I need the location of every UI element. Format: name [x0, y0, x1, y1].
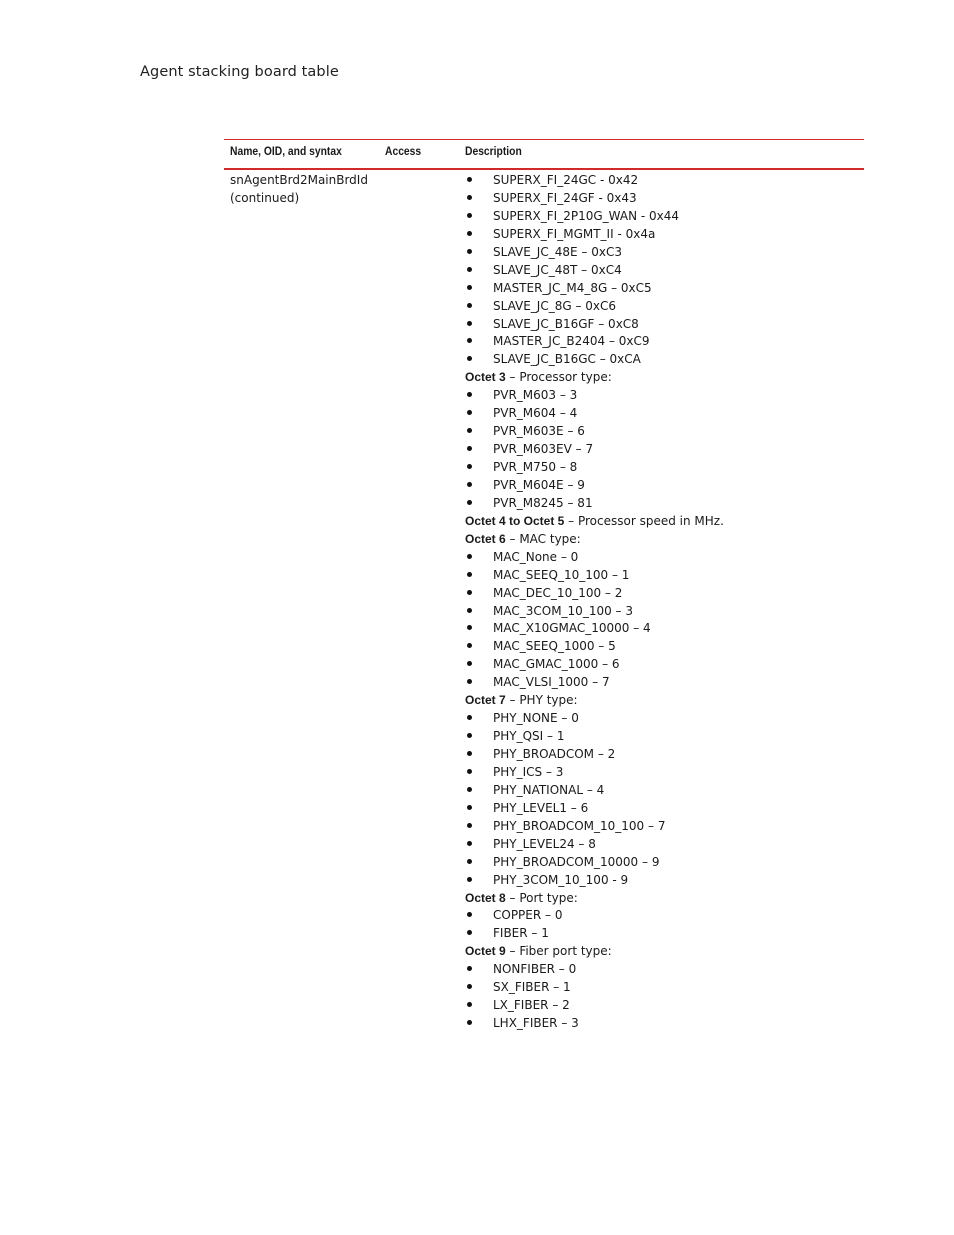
list-item-text: PHY_NONE – 0 [493, 711, 579, 726]
bullet-icon [467, 500, 472, 505]
table-header-rule [224, 168, 864, 170]
bullet-icon [467, 338, 472, 343]
list-item-text: FIBER – 1 [493, 926, 549, 941]
bullet-icon [467, 608, 472, 613]
list-item-text: MAC_SEEQ_10_100 – 1 [493, 567, 630, 582]
list-item [465, 495, 860, 513]
bullet-icon [467, 213, 472, 218]
list-item-text: PVR_M603 – 3 [493, 388, 578, 403]
table-header-row [224, 140, 864, 168]
list-item [465, 961, 860, 979]
octet-description: – Processor type: [505, 370, 612, 385]
list-item-text: SUPERX_FI_2P10G_WAN - 0x44 [493, 208, 680, 223]
list-item [465, 907, 860, 925]
octet-heading [465, 890, 860, 908]
list-item [465, 351, 860, 369]
list-item-text: SLAVE_JC_B16GF – 0xC8 [493, 316, 639, 331]
list-item [465, 818, 860, 836]
list-item [465, 674, 860, 692]
list-item [465, 836, 860, 854]
bullet-icon [467, 787, 472, 792]
list-item-text: SUPERX_FI_MGMT_II - 0x4a [493, 226, 656, 241]
list-item-text: PVR_M750 – 8 [493, 460, 578, 474]
list-item-text: PVR_M603EV – 7 [493, 442, 594, 457]
octet-label: Octet 4 to Octet 5 [465, 513, 565, 528]
list-item [465, 997, 860, 1015]
list-item-text: SLAVE_JC_48T – 0xC4 [493, 262, 622, 277]
octet-label: Octet 3 [465, 370, 506, 385]
octet-heading [465, 692, 860, 710]
row-continued-note: (continued) [230, 190, 300, 205]
list-item-text: PVR_M604 – 4 [493, 406, 578, 421]
list-item-text: MAC_DEC_10_100 – 2 [493, 585, 623, 600]
list-item-text: PHY_NATIONAL – 4 [493, 782, 605, 797]
octet-description: – Port type: [505, 890, 578, 905]
list-item [465, 316, 860, 334]
octet-heading [465, 531, 860, 549]
bullet-icon [467, 356, 472, 361]
octet-label: Octet 8 [465, 890, 506, 905]
list-item [465, 244, 860, 262]
octet-heading [465, 943, 860, 961]
bullet-icon [467, 303, 472, 308]
list-item [465, 1015, 860, 1033]
list-item-text: SX_FIBER – 1 [493, 980, 571, 995]
bullet-icon [467, 877, 472, 882]
bullet-icon [467, 428, 472, 433]
bullet-icon [467, 285, 472, 290]
octet-label: Octet 9 [465, 944, 506, 959]
bullet-icon [467, 966, 472, 971]
list-item [465, 710, 860, 728]
bullet-icon [467, 805, 472, 810]
list-item-text: MAC_SEEQ_1000 – 5 [493, 639, 616, 654]
octet-heading [465, 513, 860, 531]
bullet-icon [467, 984, 472, 989]
list-item-text: PHY_BROADCOM_10_100 – 7 [493, 818, 666, 833]
bullet-icon [467, 841, 472, 846]
header-name-oid-syntax: Name, OID, and syntax [230, 144, 342, 158]
list-item [465, 280, 860, 298]
octet-description: – Processor speed in MHz. [564, 513, 724, 528]
header-access: Access [385, 144, 422, 158]
page-header-title: Agent stacking board table [140, 64, 339, 80]
list-item-text: MAC_3COM_10_100 – 3 [493, 603, 633, 618]
list-item-text: MASTER_JC_M4_8G – 0xC5 [493, 280, 652, 295]
bullet-icon [467, 195, 472, 200]
bullet-icon [467, 392, 472, 397]
bullet-icon [467, 769, 472, 774]
list-item [465, 800, 860, 818]
bullet-icon [467, 823, 472, 828]
list-item [465, 728, 860, 746]
bullet-icon [467, 464, 472, 469]
list-item-text: NONFIBER – 0 [493, 962, 577, 977]
row-description-cell [465, 172, 860, 1033]
bullet-icon [467, 321, 472, 326]
list-item [465, 549, 860, 567]
bullet-icon [467, 912, 472, 917]
list-item [465, 298, 860, 316]
octet-label: Octet 6 [465, 531, 506, 546]
list-item [465, 746, 860, 764]
list-item-text: PHY_QSI – 1 [493, 729, 565, 744]
list-item [465, 208, 860, 226]
list-item-text: LX_FIBER – 2 [493, 998, 570, 1013]
row-name-cell [230, 172, 380, 207]
octet-description: – MAC type: [505, 531, 581, 546]
list-item [465, 226, 860, 244]
bullet-icon [467, 715, 472, 720]
bullet-icon [467, 446, 472, 451]
bullet-icon [467, 267, 472, 272]
list-item-text: MAC_GMAC_1000 – 6 [493, 657, 620, 672]
list-item [465, 925, 860, 943]
list-item [465, 585, 860, 603]
list-item [465, 782, 860, 800]
octet-description: – PHY type: [505, 693, 578, 708]
bullet-icon [467, 590, 472, 595]
list-item-text: PHY_LEVEL1 – 6 [493, 800, 589, 815]
bullet-icon [467, 1020, 472, 1025]
bullet-icon [467, 231, 472, 236]
list-item [465, 567, 860, 585]
list-item [465, 441, 860, 459]
list-item-text: PHY_ICS – 3 [493, 764, 564, 779]
list-item [465, 172, 860, 190]
bullet-icon [467, 1002, 472, 1007]
list-item [465, 620, 860, 638]
bullet-icon [467, 661, 472, 666]
row-object-name: snAgentBrd2MainBrdId [230, 173, 368, 187]
bullet-icon [467, 679, 472, 684]
list-item [465, 459, 860, 477]
list-item-text: LHX_FIBER – 3 [493, 1016, 579, 1031]
list-item [465, 423, 860, 441]
list-item-text: PHY_BROADCOM_10000 – 9 [493, 854, 660, 869]
bullet-icon [467, 177, 472, 182]
bullet-icon [467, 733, 472, 738]
list-item-text: PVR_M603E – 6 [493, 424, 585, 439]
list-item-text: COPPER – 0 [493, 908, 563, 923]
list-item-text: MAC_X10GMAC_10000 – 4 [493, 621, 651, 636]
octet-heading [465, 369, 860, 387]
list-item-text: SUPERX_FI_24GF - 0x43 [493, 190, 637, 205]
bullet-icon [467, 249, 472, 254]
list-item [465, 603, 860, 621]
bullet-icon [467, 572, 472, 577]
bullet-icon [467, 643, 472, 648]
list-item [465, 477, 860, 495]
list-item-text: PVR_M604E – 9 [493, 477, 585, 492]
list-item [465, 979, 860, 997]
list-item-text: SLAVE_JC_48E – 0xC3 [493, 244, 622, 259]
bullet-icon [467, 482, 472, 487]
list-item-text: MASTER_JC_B2404 – 0xC9 [493, 334, 650, 349]
list-item-text: PVR_M8245 – 81 [493, 495, 593, 510]
bullet-icon [467, 410, 472, 415]
list-item [465, 854, 860, 872]
list-item [465, 405, 860, 423]
list-item-text: PHY_LEVEL24 – 8 [493, 836, 596, 851]
list-item [465, 638, 860, 656]
list-item [465, 872, 860, 890]
list-item [465, 262, 860, 280]
mib-table [224, 139, 864, 1031]
bullet-icon [467, 930, 472, 935]
list-item-text: SLAVE_JC_B16GC – 0xCA [493, 352, 641, 367]
bullet-icon [467, 751, 472, 756]
list-item-text: MAC_None – 0 [493, 549, 579, 564]
header-description: Description [465, 144, 522, 158]
list-item-text: SUPERX_FI_24GC - 0x42 [493, 173, 639, 187]
list-item [465, 764, 860, 782]
list-item [465, 333, 860, 351]
list-item [465, 387, 860, 405]
list-item-text: MAC_VLSI_1000 – 7 [493, 675, 610, 690]
octet-label: Octet 7 [465, 693, 506, 708]
list-item-text: PHY_3COM_10_100 - 9 [493, 872, 629, 887]
bullet-icon [467, 625, 472, 630]
bullet-icon [467, 554, 472, 559]
bullet-icon [467, 859, 472, 864]
list-item [465, 656, 860, 674]
list-item-text: SLAVE_JC_8G – 0xC6 [493, 298, 617, 313]
list-item-text: PHY_BROADCOM – 2 [493, 747, 616, 761]
octet-description: – Fiber port type: [505, 944, 612, 959]
list-item [465, 190, 860, 208]
